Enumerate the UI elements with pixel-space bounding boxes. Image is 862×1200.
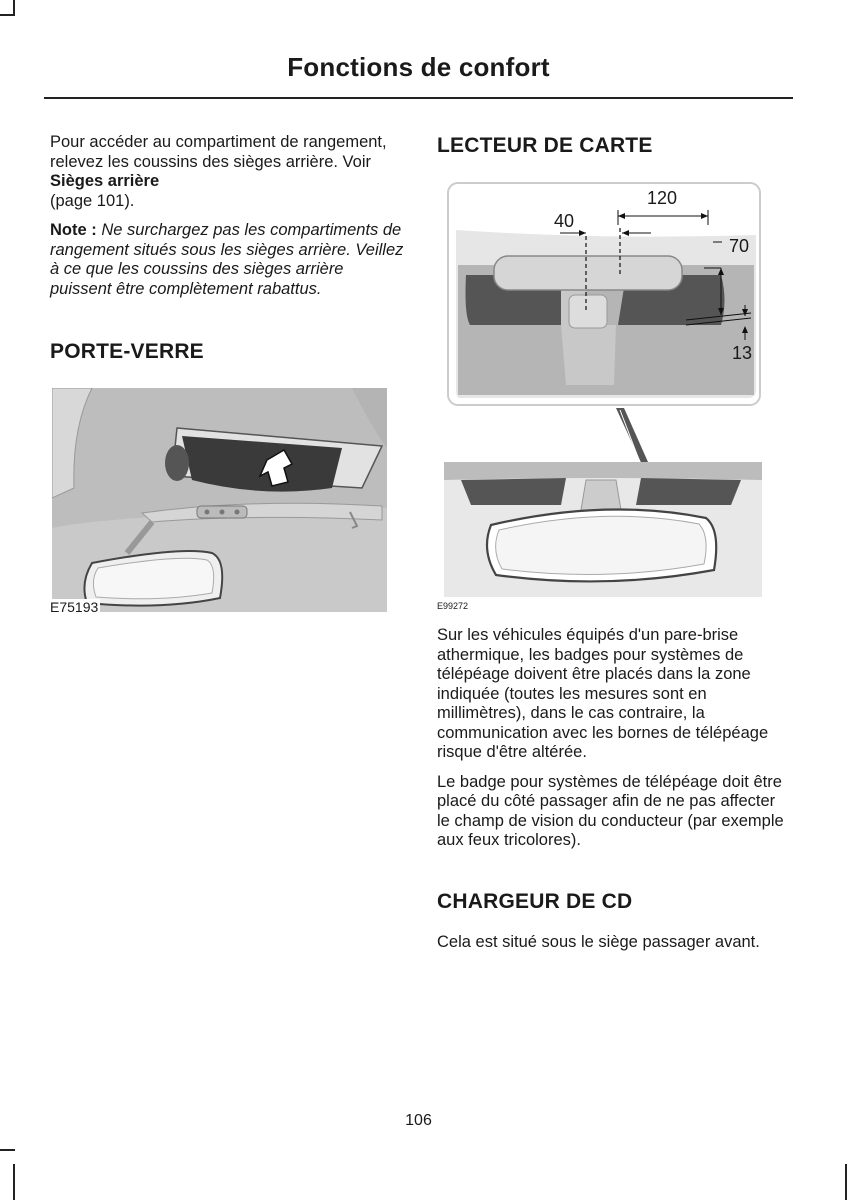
- intro-ref: (page 101).: [50, 191, 135, 210]
- note-label: Note :: [50, 221, 97, 239]
- right-column-text: [437, 626, 792, 861]
- map-reader-heading: LECTEUR DE CARTE: [437, 134, 653, 157]
- intro-text: Pour accéder au compartiment de rangement, relevez les coussins des sièges arrière. Voir: [50, 133, 387, 171]
- left-column: [50, 133, 406, 309]
- dimension-120: 120: [647, 188, 678, 208]
- tolling-paragraph-2: Le badge pour systèmes de télépéage doit être placé du côté passager afin de ne pas affecter le champ de vision du conducteur (par exemple aux feux tricolores).: [437, 772, 784, 849]
- dimension-40: 40: [554, 211, 575, 231]
- note-paragraph: [50, 221, 406, 299]
- page-number: 106: [405, 1112, 432, 1129]
- map-reader-drawing: [436, 180, 766, 610]
- page-title: Fonctions de confort: [287, 52, 550, 82]
- crop-mark-top-left-h: [0, 14, 15, 16]
- map-reader-figure-id: E99272: [437, 601, 469, 611]
- cd-changer-text: Cela est situé sous le siège passager avant.: [437, 933, 760, 951]
- crop-mark-bottom-left-h: [0, 1149, 15, 1151]
- dimension-13: 13: [732, 343, 753, 363]
- header-rule: [44, 97, 793, 99]
- intro-paragraph: [50, 133, 406, 211]
- cupholder-heading: PORTE-VERRE: [50, 340, 204, 363]
- cd-changer-text-block: [437, 933, 792, 963]
- cupholder-figure-id: E75193: [50, 599, 99, 615]
- cupholder-illustration: [50, 388, 387, 615]
- intro-link[interactable]: Sièges arrière: [50, 172, 160, 190]
- crop-mark-bottom-left: [13, 1164, 15, 1200]
- map-reader-illustration: [436, 180, 766, 610]
- dimension-70: 70: [729, 236, 750, 256]
- cd-changer-heading: CHARGEUR DE CD: [437, 890, 633, 913]
- note-text: Ne surchargez pas les compartiments de rangement situés sous les sièges arrière. Veillez à ce que les coussins des sièges arrière puissent être complètement rabattus.: [50, 221, 404, 298]
- cupholder-drawing: [52, 388, 387, 612]
- tolling-paragraph-1: Sur les véhicules équipés d'un pare-brise athermique, les badges pour systèmes de télépéage doivent être placés dans la zone indiquée (toutes les mesures sont en millimètres), dans le cas contraire, la communication avec les bornes de télépéage risque d'être altérée.: [437, 626, 769, 761]
- crop-mark-bottom-right: [845, 1164, 847, 1200]
